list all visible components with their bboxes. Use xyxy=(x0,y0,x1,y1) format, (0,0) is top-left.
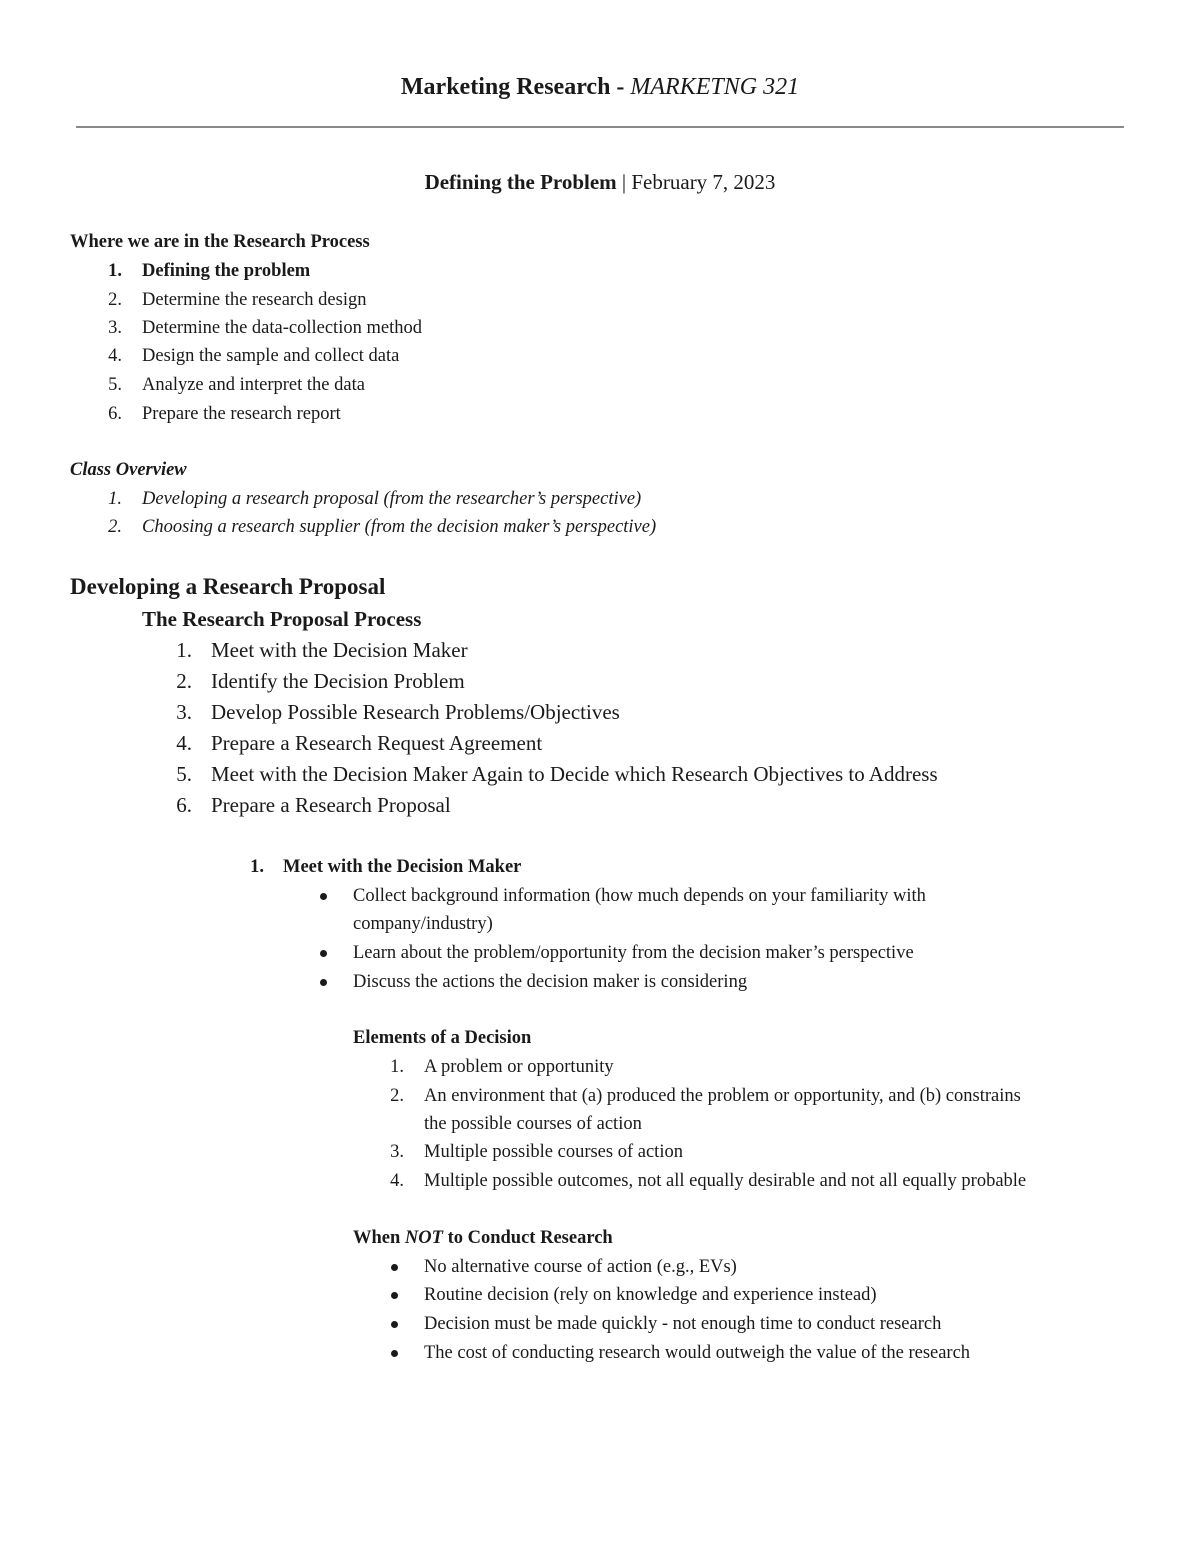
process-item: Determine the research design xyxy=(142,290,367,310)
process-item-num: 4. xyxy=(108,346,122,366)
overview-item-num: 2. xyxy=(108,517,122,537)
process-heading: Where we are in the Research Process xyxy=(70,232,370,252)
when-not-heading-emphasis: NOT xyxy=(404,1228,443,1248)
overview-item: Developing a research proposal (from the researcher’s perspective) xyxy=(142,489,642,509)
process-item-num: 5. xyxy=(108,375,122,395)
elements-item-num: 3. xyxy=(390,1142,404,1162)
when-not-bullet: Routine decision (rely on knowledge and experience instead) xyxy=(424,1285,877,1305)
process-item-num: 3. xyxy=(108,318,122,338)
process-item-num: 6. xyxy=(108,404,122,424)
meet-bullet: Discuss the actions the decision maker is considering xyxy=(353,972,748,992)
when-not-bullet: The cost of conducting research would outweigh the value of the research xyxy=(424,1343,971,1363)
elements-item-num: 1. xyxy=(390,1057,404,1077)
proposal-subheading: The Research Proposal Process xyxy=(142,607,422,631)
proposal-step: Prepare a Research Proposal xyxy=(211,793,451,817)
bullet-icon xyxy=(320,979,327,986)
process-item: Prepare the research report xyxy=(142,404,341,424)
process-item: Analyze and interpret the data xyxy=(142,375,365,395)
elements-item: An environment that (a) produced the problem or opportunity, and (b) constrains xyxy=(424,1086,1021,1106)
process-item: Defining the problem xyxy=(142,261,311,281)
proposal-step-num: 6. xyxy=(176,793,192,817)
proposal-step-num: 5. xyxy=(176,762,192,786)
proposal-step: Prepare a Research Request Agreement xyxy=(211,731,543,755)
meet-bullet-continued: company/industry) xyxy=(353,914,493,934)
bullet-icon xyxy=(391,1264,398,1271)
when-not-heading-pre: When xyxy=(353,1228,405,1248)
when-not-bullet: No alternative course of action (e.g., EVs) xyxy=(424,1257,737,1277)
proposal-step-num: 2. xyxy=(176,669,192,693)
process-item: Design the sample and collect data xyxy=(142,346,400,366)
proposal-step-num: 1. xyxy=(176,638,192,662)
document-title xyxy=(0,75,1200,99)
bullet-icon xyxy=(391,1321,398,1328)
bullet-icon xyxy=(391,1350,398,1357)
elements-item: A problem or opportunity xyxy=(424,1057,614,1077)
proposal-step: Meet with the Decision Maker Again to Decide which Research Objectives to Address xyxy=(211,762,938,786)
proposal-step-num: 3. xyxy=(176,700,192,724)
bullet-icon xyxy=(320,893,327,900)
elements-item-num: 4. xyxy=(390,1171,404,1191)
lecture-subtitle xyxy=(0,172,1200,193)
process-item: Determine the data-collection method xyxy=(142,318,422,338)
when-not-bullet: Decision must be made quickly - not enough time to conduct research xyxy=(424,1314,942,1334)
overview-item-num: 1. xyxy=(108,489,122,509)
process-item-num: 1. xyxy=(108,261,122,281)
meet-bullet: Learn about the problem/opportunity from the decision maker’s perspective xyxy=(353,943,914,963)
bullet-icon xyxy=(391,1292,398,1299)
bullet-icon xyxy=(320,950,327,957)
proposal-step-num: 4. xyxy=(176,731,192,755)
course-code: MARKETNG 321 xyxy=(630,74,800,100)
course-title: Marketing Research - xyxy=(400,74,631,100)
elements-item-continued: the possible courses of action xyxy=(424,1114,642,1134)
meet-section-heading: Meet with the Decision Maker xyxy=(283,857,522,877)
header-divider xyxy=(76,126,1124,128)
process-item-num: 2. xyxy=(108,290,122,310)
when-not-heading-post: to Conduct Research xyxy=(442,1228,613,1248)
proposal-heading: Developing a Research Proposal xyxy=(70,574,386,599)
elements-item-num: 2. xyxy=(390,1086,404,1106)
overview-item: Choosing a research supplier (from the decision maker’s perspective) xyxy=(142,517,657,537)
elements-item: Multiple possible outcomes, not all equally desirable and not all equally probable xyxy=(424,1171,1027,1191)
meet-bullet: Collect background information (how much depends on your familiarity with xyxy=(353,886,926,906)
proposal-step: Identify the Decision Problem xyxy=(211,669,465,693)
lecture-date: | February 7, 2023 xyxy=(616,170,776,194)
when-not-heading xyxy=(353,1229,613,1248)
elements-heading: Elements of a Decision xyxy=(353,1028,532,1048)
meet-section-num: 1. xyxy=(250,857,264,877)
elements-item: Multiple possible courses of action xyxy=(424,1142,683,1162)
lecture-topic: Defining the Problem xyxy=(424,170,617,194)
proposal-step: Develop Possible Research Problems/Objectives xyxy=(211,700,620,724)
overview-heading: Class Overview xyxy=(70,460,187,480)
proposal-step: Meet with the Decision Maker xyxy=(211,638,468,662)
